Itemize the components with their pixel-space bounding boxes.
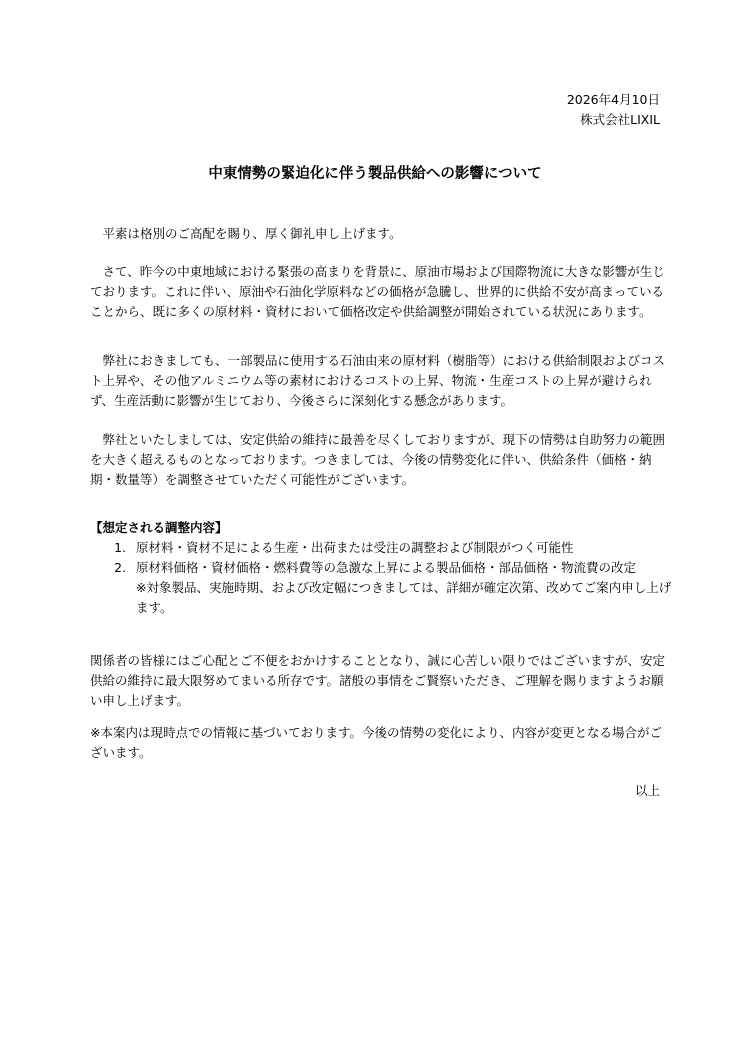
greeting-paragraph: 平素は格別のご高配を賜り、厚く御礼申し上げます。 [90,226,402,241]
list-item-number: 2. [114,560,126,575]
closing-text: 以上 [634,783,660,798]
list-item-text: 原材料・資材不足による生産・出荷または受注の調整および制限がつく可能性 [136,540,574,555]
list-item [90,558,680,578]
policy-paragraph: 弊社といたしましては、安定供給の維持に最善を尽くしておりますが、現下の情勢は自助努力の範囲を大きく超えるものとなっております。つきましては、今後の情勢変化に伴い、供給条件（価格・納期・数量等）を調整させていただく可能性がございます。 [90,432,666,487]
list-note-row [90,578,680,618]
adjustment-list [90,538,680,618]
background-paragraph: さて、昨今の中東地域における緊張の高まりを背景に、原油市場および国際物流に大きな影響が生じております。これに伴い、原油や石油化学原料などの価格が急騰し、世界的に供給不安が高まっていることから、既に多くの原材料・資材において価格改定や供給調整が開始されている状況にあります。 [90,264,665,319]
company-name: 株式会社LIXIL [580,112,660,127]
document-title: 中東情勢の緊迫化に伴う製品供給への影響について [208,166,542,182]
disclaimer-paragraph: ※本案内は現時点での情報に基づいております。今後の情勢の変化により、内容が変更となる場合がございます。 [90,725,662,760]
list-item-number: 1. [114,540,126,555]
list-item [90,538,680,558]
issue-date: 2026年4月10日 [566,92,660,107]
list-note: ※対象製品、実施時期、および改定幅につきましては、詳細が確定次第、改めてご案内申し上げます。 [136,580,672,615]
impact-paragraph: 弊社におきましても、一部製品に使用する石油由来の原材料（樹脂等）における供給制限およびコスト上昇や、その他アルミニウム等の素材におけるコストの上昇、物流・生産コストの上昇が避けられず、生産活動に影響が生じており、今後さらに深刻化する懸念があります。 [90,353,666,408]
document-header [567,90,660,130]
adjustment-heading: 【想定される調整内容】 [90,520,228,535]
list-item-text: 原材料価格・資材価格・燃料費等の急激な上昇による製品価格・部品価格・物流費の改定 [136,560,637,575]
apology-paragraph: 関係者の皆様にはご心配とご不便をおかけすることとなり、誠に心苦しい限りではございますが、安定供給の維持に最大限努めてまいる所存です。諸般の事情をご賢察いただき、ご理解を賜りますようお願い申し上げます。 [90,653,666,708]
